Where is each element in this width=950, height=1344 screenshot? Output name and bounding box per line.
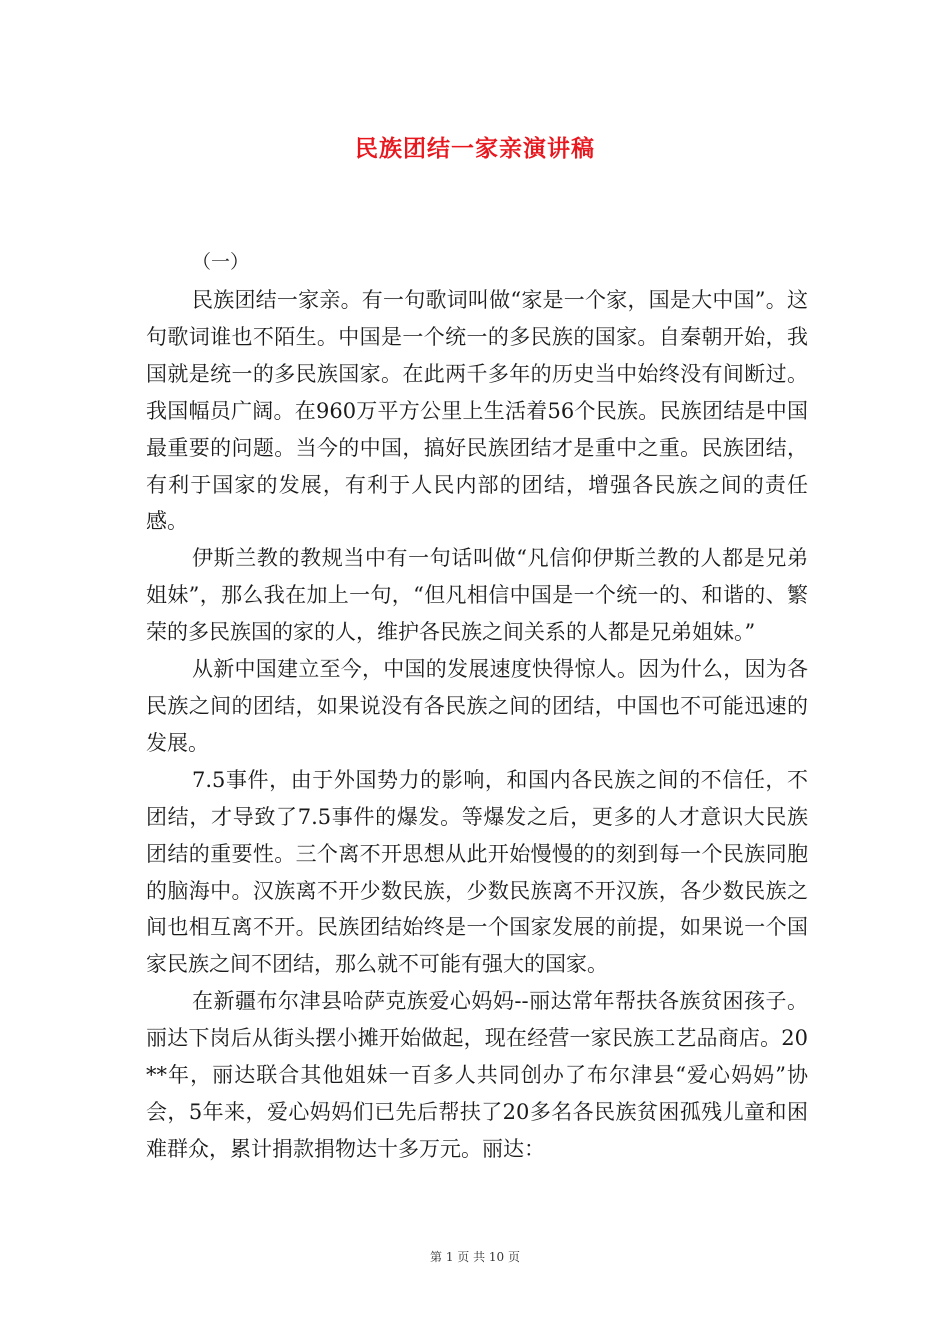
page-footer: 第 1 页 共 10 页	[430, 1250, 520, 1264]
paragraph-1: 民族团结一家亲。有一句歌词叫做“家是一个家，国是大中国”。这句歌词谁也不陌生。中国是一个统一的多民族的国家。自秦朝开始，我国就是统一的多民族国家。在此两千多年的历史当中始终没有间断过。我国幅员广阔。在960万平方公里上生活着56个民族。民族团结是中国最重要的问题。当今的中国，搞好民族团结才是重中之重。民族团结，有利于国家的发展，有利于人民内部的团结，增强各民族之间的责任感。	[146, 288, 808, 534]
paragraph-5: 在新疆布尔津县哈萨克族爱心妈妈--丽达常年帮扶各族贫困孩子。丽达下岗后从街头摆小摊开始做起，现在经营一家民族工艺品商店。20**年，丽达联合其他姐妹一百多人共同创办了布尔津县“爱心妈妈”协会，5年来，爱心妈妈们已先后帮扶了20多名各民族贫困孤残儿童和困难群众，累计捐款捐物达十多万元。丽达：	[146, 989, 808, 1161]
paragraph-2: 伊斯兰教的教规当中有一句话叫做“凡信仰伊斯兰教的人都是兄弟姐妹”，那么我在加上一句，“但凡相信中国是一个统一的、和谐的、繁荣的多民族国的家的人，维护各民族之间关系的人都是兄弟姐妹。”	[146, 546, 808, 645]
document-body	[146, 244, 808, 1168]
paragraph-3: 从新中国建立至今，中国的发展速度快得惊人。因为什么，因为各民族之间的团结，如果说没有各民族之间的团结，中国也不可能迅速的发展。	[146, 657, 808, 755]
paragraph-4: 7.5事件，由于外国势力的影响，和国内各民族之间的不信任，不团结，才导致了7.5事件的爆发。等爆发之后，更多的人才意识大民族团结的重要性。三个离不开思想从此开始慢慢的的刻到每一个民族同胞的脑海中。汉族离不开少数民族，少数民族离不开汉族，各少数民族之间也相互离不开。民族团结始终是一个国家发展的前提，如果说一个国家民族之间不团结，那么就不可能有强大的国家。	[146, 767, 808, 977]
page-title: 民族团结一家亲演讲稿	[355, 135, 595, 162]
section-label: （一）	[192, 251, 250, 273]
